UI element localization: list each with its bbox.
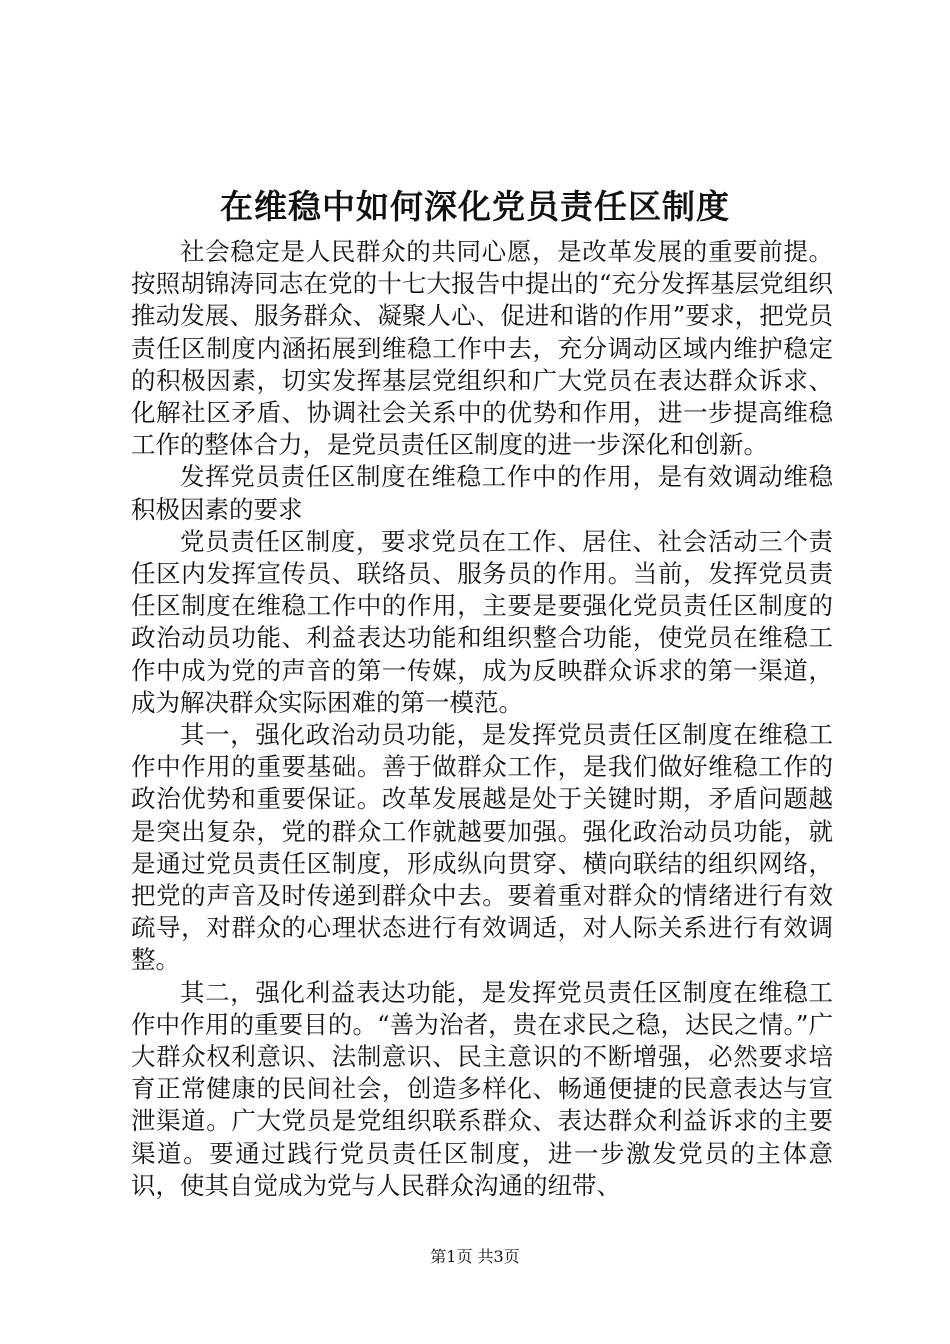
paragraph-intro: 社会稳定是人民群众的共同心愿，是改革发展的重要前提。按照胡锦涛同志在党的十七大报告中提出的“充分发挥基层党组织推动发展、服务群众、凝聚人心、促进和谐的作用”要求，把党员责任区制度内涵拓展到维稳工作中去，充分调动区域内维护稳定的积极因素，切实发挥基层党组织和广大党员在表达群众诉求、化解社区矛盾、协调社会关系中的优势和作用，进一步提高维稳工作的整体合力，是党员责任区制度的进一步深化和创新。 xyxy=(131,237,833,460)
document-title: 在维稳中如何深化党员责任区制度 xyxy=(220,187,730,226)
paragraph-heading: 发挥党员责任区制度在维稳工作中的作用，是有效调动维稳积极因素的要求 xyxy=(131,462,833,524)
document-body xyxy=(131,236,833,1202)
paragraph-point-one: 其一，强化政治动员功能，是发挥党员责任区制度在维稳工作中作用的重要基础。善于做群众工作，是我们做好维稳工作的政治优势和重要保证。改革发展越是处于关键时期，矛盾问题越是突出复杂，党的群众工作就越要加强。强化政治动员功能，就是通过党员责任区制度，形成纵向贯穿、横向联结的组织网络，把党的声音及时传递到群众中去。要着重对群众的情绪进行有效疏导，对群众的心理状态进行有效调适，对人际关系进行有效调整。 xyxy=(131,720,833,975)
page-footer: 第1页 共3页 xyxy=(430,1247,520,1266)
paragraph-point-two: 其二，强化利益表达功能，是发挥党员责任区制度在维稳工作中作用的重要目的。“善为治者，贵在求民之稳，达民之情。”广大群众权利意识、法制意识、民主意识的不断增强，必然要求培育正常健康的民间社会，创造多样化、畅通便捷的民意表达与宣泄渠道。广大党员是党组织联系群众、表达群众利益诉求的主要渠道。要通过践行党员责任区制度，进一步激发党员的主体意识，使其自觉成为党与人民群众沟通的纽带、 xyxy=(131,977,833,1200)
paragraph-responsibility-system: 党员责任区制度，要求党员在工作、居住、社会活动三个责任区内发挥宣传员、联络员、服务员的作用。当前，发挥党员责任区制度在维稳工作中的作用，主要是要强化党员责任区制度的政治动员功能、利益表达功能和组织整合功能，使党员在维稳工作中成为党的声音的第一传媒，成为反映群众诉求的第一渠道，成为解决群众实际困难的第一模范。 xyxy=(131,526,833,717)
